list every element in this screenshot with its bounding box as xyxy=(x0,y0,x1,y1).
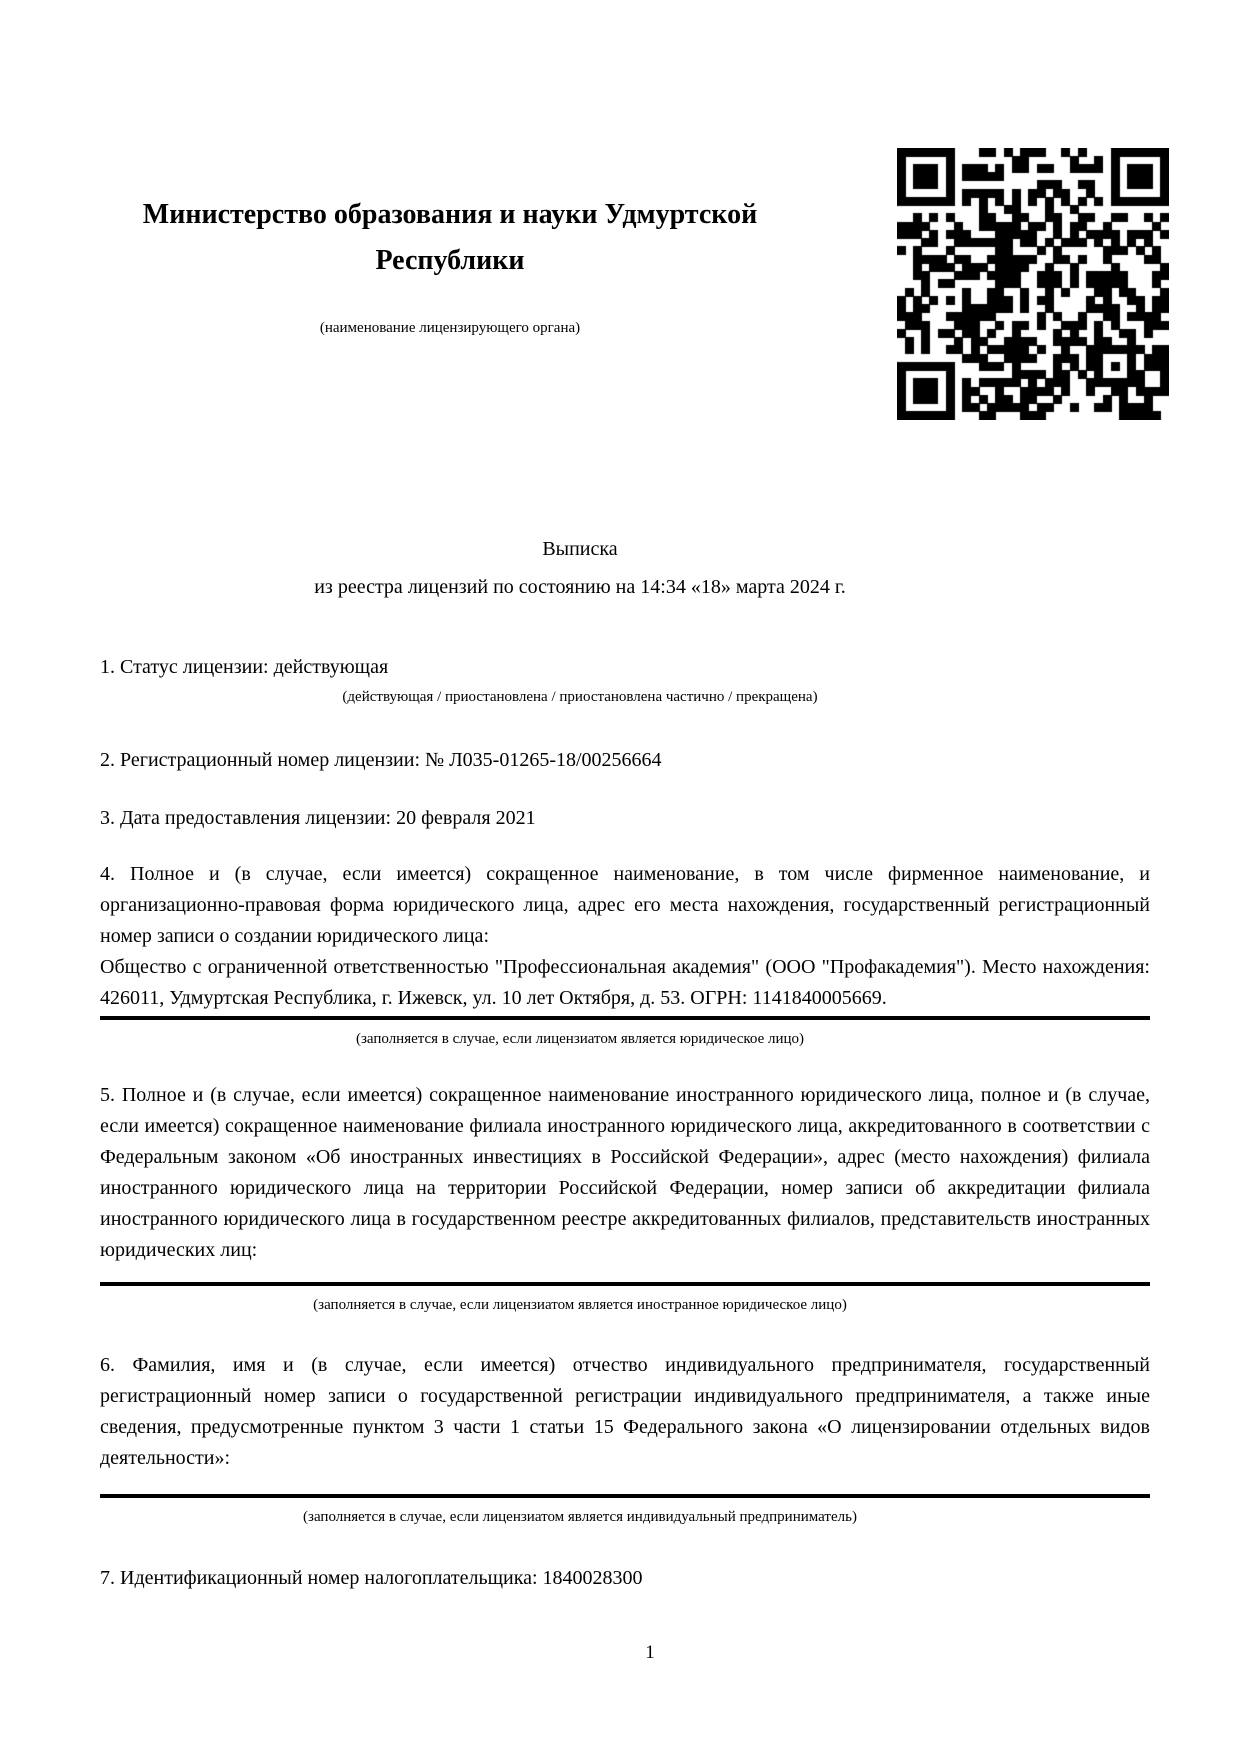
foreign-entity-text: 5. Полное и (в случае, если имеется) сокращенное наименование иностранного юридического лица, полное и (в случае, если имеется) сокращенное наименование филиала иностранного юридического лица, аккредитованного в соответствии с Федеральным законом «Об иностранных инвестициях в Российской Федерации», адрес (место нахождения) филиала иностранного юридического лица на территории Российской Федерации, номер записи об аккредитации филиала иностранного юридического лица в государственном реестре аккредитованных филиалов, представительств иностранных юридических лиц: xyxy=(100,1084,1150,1261)
entrepreneur-text: 6. Фамилия, имя и (в случае, если имеется) отчество индивидуального предпринимателя, государственный регистрационный номер записи о государственной регистрации индивидуального предпринимателя, а также иные сведения, предусмотренные пунктом 3 части 1 статьи 15 Федерального закона «О лицензировании отдельных видов деятельности»: xyxy=(100,1354,1150,1469)
license-grant-date-line: 3. Дата предоставления лицензии: 20 февраля 2021 xyxy=(100,807,536,829)
legal-entity-caption: (заполняется в случае, если лицензиатом является юридическое лицо) xyxy=(355,1031,805,1047)
license-status-caption: (действующая / приостановлена / приостановлена частично / прекращена) xyxy=(342,689,818,705)
legal-entity-value: Общество с ограниченной ответственностью "Профессиональная академия" (ООО "Профакадемия"). Место нахождения: 426011, Удмуртская Республика, г. Ижевск, ул. 10 лет Октября, д. 53. ОГРН: 1141840005669. xyxy=(100,952,1150,1020)
entrepreneur-caption: (заполняется в случае, если лицензиатом является индивидуальный предприниматель) xyxy=(303,1509,857,1525)
qr-code-icon xyxy=(897,148,1169,420)
entrepreneur-section xyxy=(100,1350,1150,1533)
legal-entity-section xyxy=(100,859,1150,1055)
foreign-entity-caption: (заполняется в случае, если лицензиатом является иностранное юридическое лицо) xyxy=(313,1297,847,1313)
legal-entity-text: 4. Полное и (в случае, если имеется) сокращенное наименование, в том числе фирменное наименование, и организационно-правовая форма юридического лица, адрес его места нахождения, государственный регистрационный номер записи о создании юридического лица: xyxy=(100,863,1150,947)
registration-number-line: 2. Регистрационный номер лицензии: № Л035-01265-18/00256664 xyxy=(100,749,662,771)
extract-title: Выписка xyxy=(542,538,618,560)
ministry-name: Министерство образования и науки Удмуртской Республики xyxy=(142,199,758,276)
extract-title-block xyxy=(100,530,1060,606)
page-number: 1 xyxy=(645,1642,655,1663)
extract-subtitle: из реестра лицензий по состоянию на 14:34 «18» марта 2024 г. xyxy=(314,576,846,598)
foreign-entity-section xyxy=(100,1080,1150,1321)
taxpayer-id-line: 7. Идентификационный номер налогоплательщика: 1840028300 xyxy=(100,1567,643,1589)
blank-field-line xyxy=(100,1494,1150,1498)
ministry-caption: (наименование лицензирующего органа) xyxy=(319,320,581,336)
license-status-line: 1. Статус лицензии: действующая xyxy=(100,656,389,678)
blank-field-line xyxy=(100,1282,1150,1286)
